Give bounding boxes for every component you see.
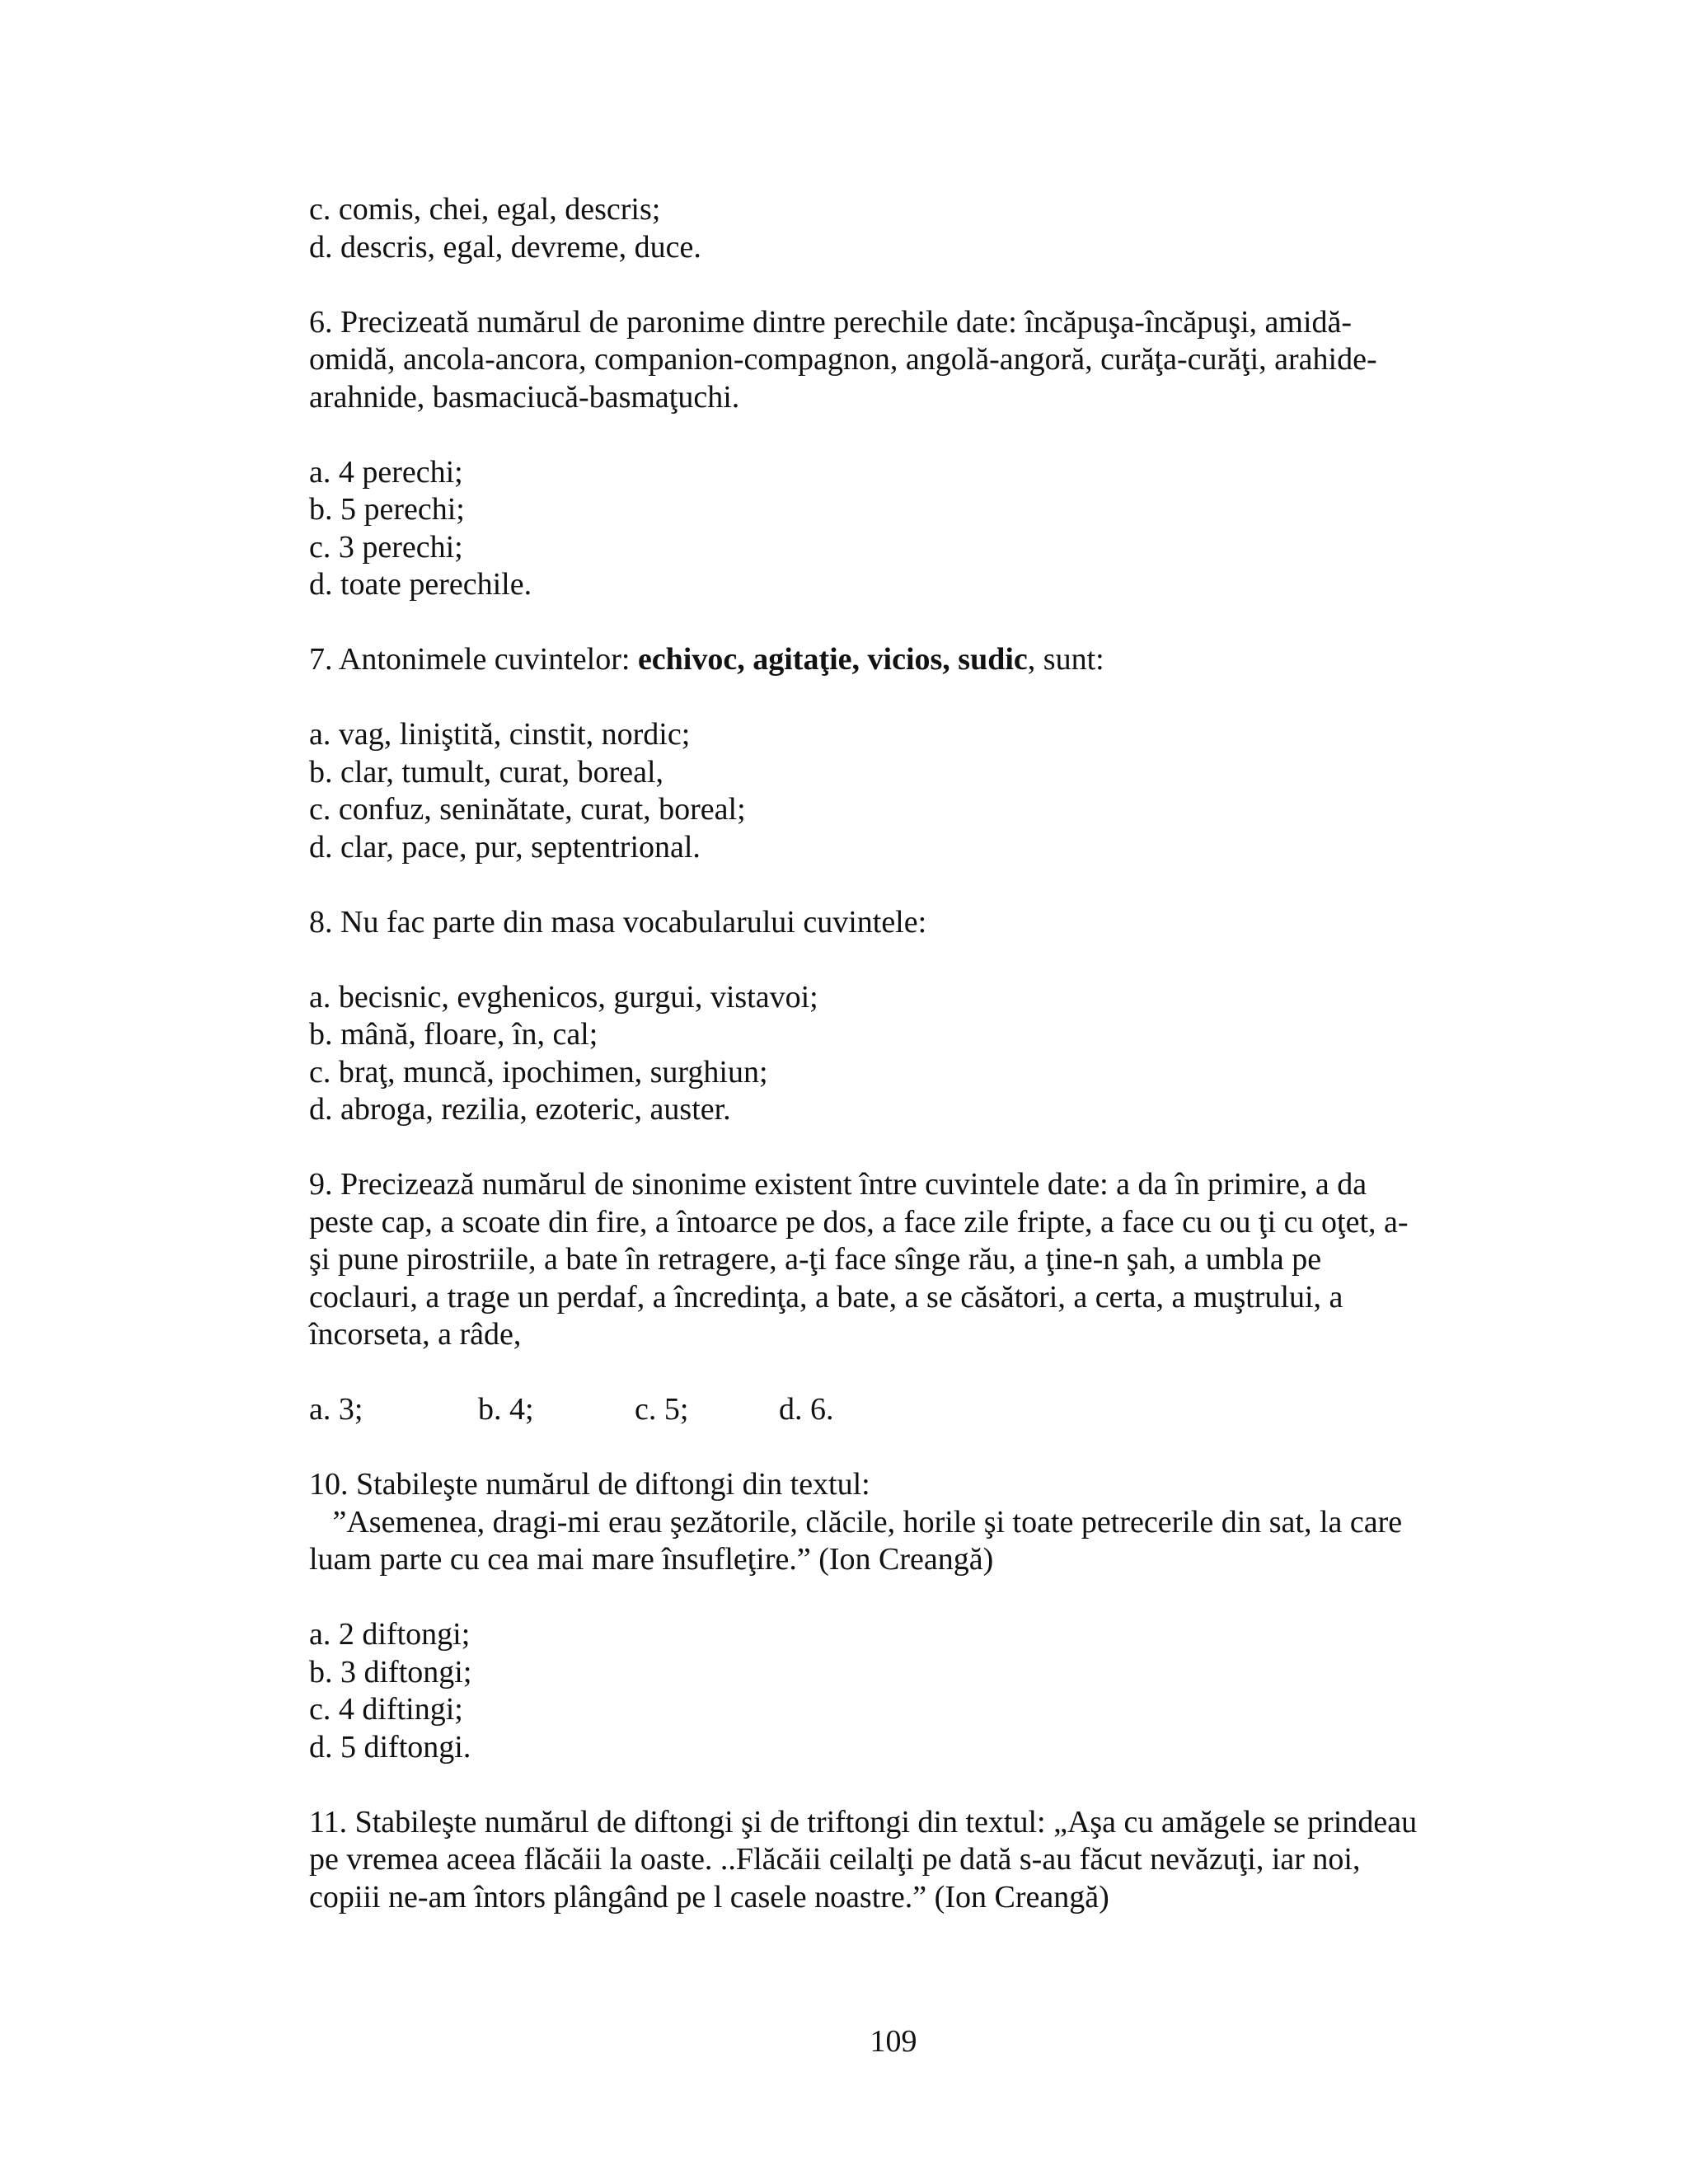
spacer [309, 604, 1479, 642]
q7-option-d: d. clar, pace, pur, septentrional. [309, 829, 701, 865]
page-number: 109 [870, 2024, 917, 2059]
q7-option-a: a. vag, liniştită, cinstit, nordic; [309, 717, 691, 752]
q10-text-line: 10. Stabileşte numărul de diftongi din textul: [309, 1467, 870, 1502]
q10-option-a: a. 2 diftongi; [309, 1617, 471, 1652]
q8-text: 8. Nu fac parte din masa vocabularului cuvintele: [309, 904, 927, 940]
q5-option-c: c. comis, chei, egal, descris; [309, 192, 661, 227]
q6-text-line: arahnide, basmaciucă-basmaţuchi. [309, 379, 740, 415]
q10-quote-line: luam parte cu cea mai mare însufleţire.” (Ion Creangă) [309, 1542, 994, 1577]
q9-option-b: b. 4; [478, 1392, 534, 1427]
q10-option-c: c. 4 diftingi; [309, 1692, 463, 1727]
q9-options [309, 1391, 1479, 1429]
q7-option-c: c. confuz, seninătate, curat, boreal; [309, 792, 746, 827]
spacer [309, 1129, 1479, 1167]
spacer [309, 1766, 1479, 1804]
q8-option-a: a. becisnic, evghenicos, gurgui, vistavoi; [309, 979, 818, 1015]
q9-text-line: coclauri, a trage un perdaf, a încredinţa, a bate, a se căsători, a certa, a muştrului, a [309, 1279, 1343, 1315]
q7-prefix: 7. Antonimele cuvintelor: [309, 642, 638, 677]
q6-option-d: d. toate perechile. [309, 567, 532, 602]
q10-option-b: b. 3 diftongi; [309, 1654, 472, 1690]
q11-text-line: pe vremea aceea flăcăii la oaste. ..Flăcăii ceilalţi pe dată s-au făcut nevăzuţi, iar noi, [309, 1842, 1361, 1877]
q10-quote-line: ”Asemenea, dragi-mi erau şezătorile, clăcile, horile şi toate petrecerile din sat, la care [309, 1504, 1403, 1540]
q8-option-c: c. braţ, muncă, ipochimen, surghiun; [309, 1054, 768, 1090]
q7-option-b: b. clar, tumult, curat, boreal, [309, 754, 664, 790]
q10-option-d: d. 5 diftongi. [309, 1729, 471, 1765]
q9-text-line: încorseta, a râde, [309, 1317, 522, 1352]
q9-option-d: d. 6. [779, 1392, 834, 1427]
q9-option-a: a. 3; [309, 1392, 363, 1427]
q11-text-line: 11. Stabileşte numărul de diftongi şi de triftongi din textul: „Aşa cu amăgele se prindeau [309, 1804, 1418, 1840]
spacer [309, 416, 1479, 454]
spacer [309, 679, 1479, 717]
q5-option-d: d. descris, egal, devreme, duce. [309, 229, 701, 265]
q9-text-line: peste cap, a scoate din fire, a întoarce pe dos, a face zile fripte, a face cu ou ţi cu oţet, a- [309, 1204, 1409, 1240]
q9-text-line: şi pune pirostriile, a bate în retragere, a-ţi face sînge rău, a ţine-n şah, a umbla pe [309, 1242, 1322, 1277]
q7-bold-words: echivoc, agitaţie, vicios, sudic [637, 642, 1028, 677]
q9-option-c: c. 5; [635, 1392, 689, 1427]
q11-text-line: copiii ne-am întors plângând pe l casele noastre.” (Ion Creangă) [309, 1879, 1109, 1915]
spacer [309, 1579, 1479, 1617]
spacer [309, 266, 1479, 304]
q8-option-d: d. abroga, rezilia, ezoteric, auster. [309, 1092, 731, 1127]
q8-option-b: b. mână, floare, în, cal; [309, 1017, 598, 1052]
q7-suffix: , sunt: [1027, 642, 1104, 677]
q6-text-line: 6. Precizeată numărul de paronime dintre perechile date: încăpuşa-încăpuşi, amidă- [309, 304, 1353, 340]
q6-text-line: omidă, ancola-ancora, companion-compagnon, angolă-angoră, curăţa-curăţi, arahide- [309, 342, 1377, 377]
spacer [309, 941, 1479, 979]
q9-text-line: 9. Precizează numărul de sinonime existent între cuvintele date: a da în primire, a da [309, 1167, 1367, 1202]
spacer [309, 866, 1479, 904]
spacer [309, 1429, 1479, 1467]
page-content [309, 191, 1479, 1916]
q7-text [309, 641, 1479, 679]
q6-option-c: c. 3 perechi; [309, 529, 463, 565]
q6-option-a: a. 4 perechi; [309, 454, 463, 490]
spacer [309, 1354, 1479, 1392]
q6-option-b: b. 5 perechi; [309, 492, 465, 527]
